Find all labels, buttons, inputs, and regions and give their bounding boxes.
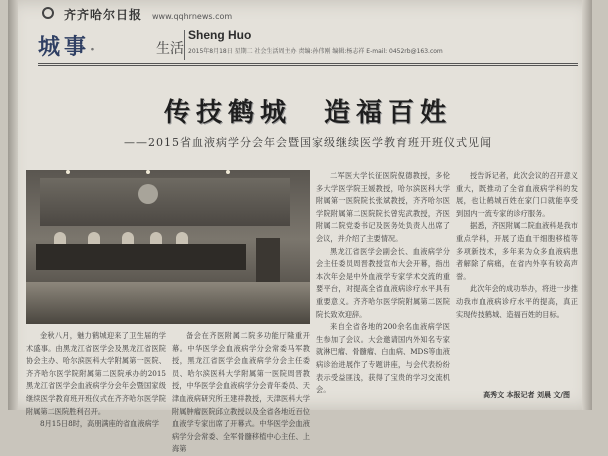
article-paragraph: 二军医大学长征医院倪德教授，多伦多大学医学院王媛教授，哈尔滨医科大学附属第一医院院长张斌教授，齐齐哈尔医学院附属第二医院院长曾宪武教授，齐医附属二院党委书记及医务处负责人出席了会议，并介绍了主要情况。 [316,171,450,243]
section-divider [184,30,185,60]
paper-url: www.qqhrnews.com [152,12,233,21]
article-paragraph: 黑龙江省医学会副会长、血液病学分会主任委员周晋教授宣布大会开幕，指出本次年会是中外血液学专家学术交流的重要平台，对提高全省血液病诊疗水平具有重要意义。齐齐哈尔医学院附属第二医院院长致欢迎辞。 [316,246,450,319]
photo-light [146,170,150,174]
article-paragraph: 此次年会的成功举办，将进一步推动我市血液病诊疗水平的提高，真正实现传技鹤城、造福百姓的目标。 [456,284,578,319]
article-column-2 [172,330,310,454]
photo-emblem-icon [138,184,158,204]
photo-light [66,170,70,174]
article-byline: 高秀文 本报记者 刘晨 文/图 [483,391,570,399]
section-header [38,26,578,66]
article-column-4 [456,170,578,386]
article-paragraph: 备会在齐医附属二院多功能厅隆重开幕。中华医学会血液病学分会常委马军教授，黑龙江省医学会血液病学分会主任委员、哈尔滨医科大学附属第一医院周晋教授，中华医学会血液病学分会青年委员、天津血液病研究所王建祥教授，天津医科大学附属肿瘤医院邱立教授以及全省各地近百位血液学专家出席了开幕式。中华医学会血液病学分会常委、全军骨髓移植中心主任、上海第 [172,331,310,454]
photo-floor [26,282,310,324]
section-meta: 2015年8月18日 星期二 社会生活周主办 责编:孙伟刚 编辑:杨志祥 E-mail: 0452rb@163.com [188,48,443,55]
paper-name: 齐齐哈尔日报 [64,8,143,22]
newspaper-page [8,0,592,454]
section-subtitle: 生活 [156,41,184,57]
page-edge-right [582,0,592,410]
article-paragraph: 授告诉记者，此次会议的召开意义重大，既推动了全省血液病学科的发展，也让鹤城百姓在家门口就能享受到国内一流专家的诊疗服务。 [456,171,578,218]
section-title-text: 城事 [38,34,91,60]
article-column-3 [316,170,450,406]
paper-logo-icon [42,7,54,19]
article-paragraph: 来自全省各地的200余名血液病学医生参加了会议。大会邀请国内外知名专家就淋巴瘤、骨髓瘤、白血病、MDS等血液病诊治进展作了专题讲座，与会代表纷纷表示受益匪浅，获得了宝贵的学习交流机会。 [316,322,450,395]
article-paragraph: 据悉，齐医附属二院血液科是我市重点学科，开展了造血干细胞移植等多项新技术，多年来为众多血液病患者解除了病痛，在省内外享有较高声誉。 [456,221,578,281]
section-english: Sheng Huo [188,28,252,42]
section-title: 城事· [38,34,95,60]
article-paragraph: 8月15日8时，高朋满座的省血液病学 [40,419,159,429]
photo-light [226,170,230,174]
photo-stage-table [36,244,246,270]
article-paragraph: 金秋八月，魅力鹤城迎来了卫生届的学术盛事。由黑龙江省医学会及黑龙江省医院协会主办、哈尔滨医科大学附属第一医院、齐齐哈尔医学院附属第二医院承办的2015黑龙江省医学会血液病学分会年会暨国家级继续医学教育班开班仪式在齐齐哈尔医学院附属第二医院胜利召开。 [26,331,166,416]
article-subheadline: ——2015省血液病学分会年会暨国家级继续医学教育班开班仪式见闻 [124,136,492,149]
news-photo [26,170,310,324]
masthead [42,6,232,23]
photo-banner [40,178,290,226]
article-headline: 传技鹤城 造福百姓 [163,98,452,128]
page-edge-left [8,0,18,410]
article-column-1 [26,330,166,429]
